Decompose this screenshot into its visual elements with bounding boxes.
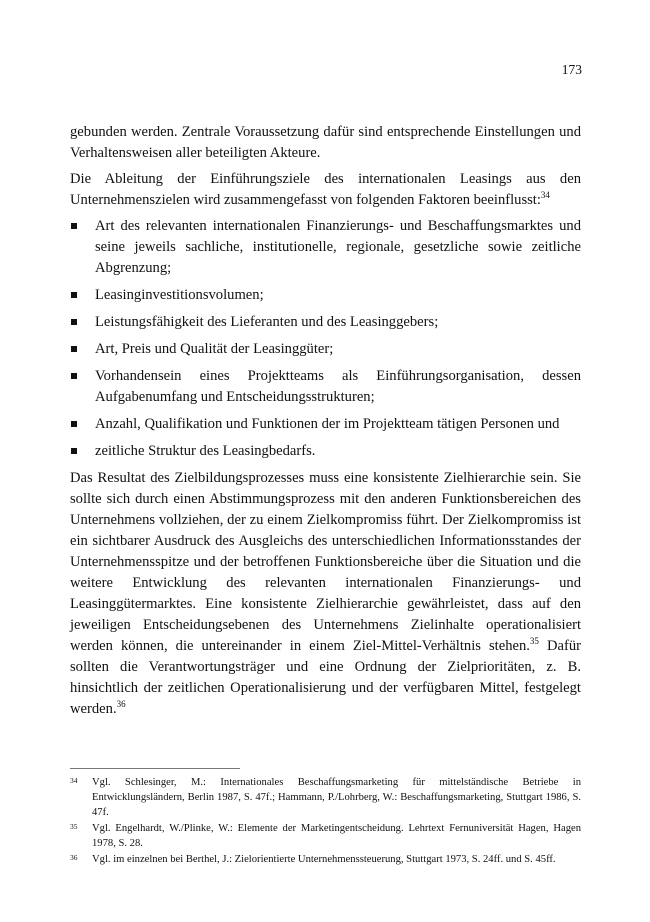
square-bullet-icon [71, 292, 77, 298]
list-item-text: Anzahl, Qualifikation und Funktionen der im Projektteam tätigen Personen und [95, 416, 560, 432]
paragraph-goal-hierarchy [70, 468, 581, 720]
list-item-text: Leasinginvestitionsvolumen; [95, 287, 264, 303]
footnote-number: 35 [70, 822, 78, 831]
footnote-ref-35: 35 [529, 636, 539, 646]
square-bullet-icon [71, 373, 77, 379]
footnote-text: Vgl. im einzelnen bei Berthel, J.: Zielorientierte Unternehmenssteuerung, Stuttgart 1973, S. 24ff. und S. 45ff. [92, 854, 556, 865]
paragraph-factors-intro-text: Die Ableitung der Einführungsziele des internationalen Leasings aus den Unternehmenszielen wird zusammengefasst von folgenden Faktoren beeinflusst: [70, 171, 581, 208]
paragraph-factors-intro [70, 169, 581, 211]
list-item [70, 312, 581, 333]
footnote-ref-34: 34 [540, 190, 550, 200]
footnote [70, 775, 581, 820]
list-item [70, 216, 581, 279]
square-bullet-icon [71, 421, 77, 427]
list-item-text: Leistungsfähigkeit des Lieferanten und des Leasinggebers; [95, 314, 439, 330]
page-number: 173 [561, 62, 582, 77]
footnote-text: Vgl. Engelhardt, W./Plinke, W.: Elemente der Marketingentscheidung. Lehrtext Fernuniversität Hagen, Hagen 1978, S. 28. [92, 823, 581, 849]
square-bullet-icon [71, 448, 77, 454]
list-item [70, 441, 581, 462]
footnote-number: 34 [70, 776, 78, 785]
footnotes [70, 775, 581, 868]
main-text [70, 122, 581, 725]
list-item-text: Art des relevanten internationalen Finanzierungs- und Beschaffungsmarktes und seine jeweils sachliche, institutionelle, regionale, gesetzliche sowie zeitliche Abgrenzung; [95, 218, 581, 276]
footnote [70, 852, 581, 867]
list-item-text: Art, Preis und Qualität der Leasinggüter; [95, 341, 334, 357]
list-item [70, 366, 581, 408]
footnote-ref-36: 36 [116, 699, 126, 709]
paragraph-goal-hierarchy-text-2: Dafür sollten die Verantwortungsträger und eine Ordnung der Zielprioritäten, z. B. hinsichtlich der zeitlichen Operationalisierung und der verfügbaren Mittel, festgelegt werden. [70, 638, 581, 717]
footnote-number: 36 [70, 853, 78, 862]
list-item [70, 285, 581, 306]
list-item [70, 414, 581, 435]
list-item-text: zeitliche Struktur des Leasingbedarfs. [95, 443, 316, 459]
square-bullet-icon [71, 319, 77, 325]
paragraph-goal-hierarchy-text-1: Das Resultat des Zielbildungsprozesses muss eine konsistente Zielhierarchie sein. Sie sollte sich durch einen Abstimmungsprozess mit den anderen Funktionsbereichen des Unternehmens vollziehen, der zu einem Zielkompromiss führt. Der Zielkompromiss ist ein sichtbarer Ausdruck des Ausgleichs des unterschiedlichen Informationsstandes der Unternehmensspitze und der betroffenen Funktionsbereiche über die Situation und die weitere Entwicklung des relevanten internationalen Finanzierungs- und Leasinggütermarktes. Eine konsistente Zielhierarchie gewährleistet, dass auf den jeweiligen Entscheidungsebenen des Unternehmens Zielinhalte operationalisiert werden können, die untereinander in einem Ziel-Mittel-Verhältnis stehen. [70, 470, 581, 654]
factor-list [70, 216, 581, 462]
square-bullet-icon [71, 223, 77, 229]
list-item-text: Vorhandensein eines Projektteams als Einführungsorganisation, dessen Aufgabenumfang und Entscheidungsstrukturen; [95, 368, 581, 405]
footnote [70, 821, 581, 851]
footnote-divider [70, 768, 240, 769]
paragraph-continuation: gebunden werden. Zentrale Voraussetzung dafür sind entsprechende Einstellungen und Verhaltensweisen aller beteiligten Akteure. [70, 124, 581, 161]
square-bullet-icon [71, 346, 77, 352]
list-item [70, 339, 581, 360]
footnote-text: Vgl. Schlesinger, M.: Internationales Beschaffungsmarketing für mittelständische Betriebe in Entwicklungsländern, Berlin 1987, S. 47f.; Hammann, P./Lohrberg, W.: Beschaffungsmarketing, Stuttgart 1986, S. 47f. [92, 777, 581, 818]
